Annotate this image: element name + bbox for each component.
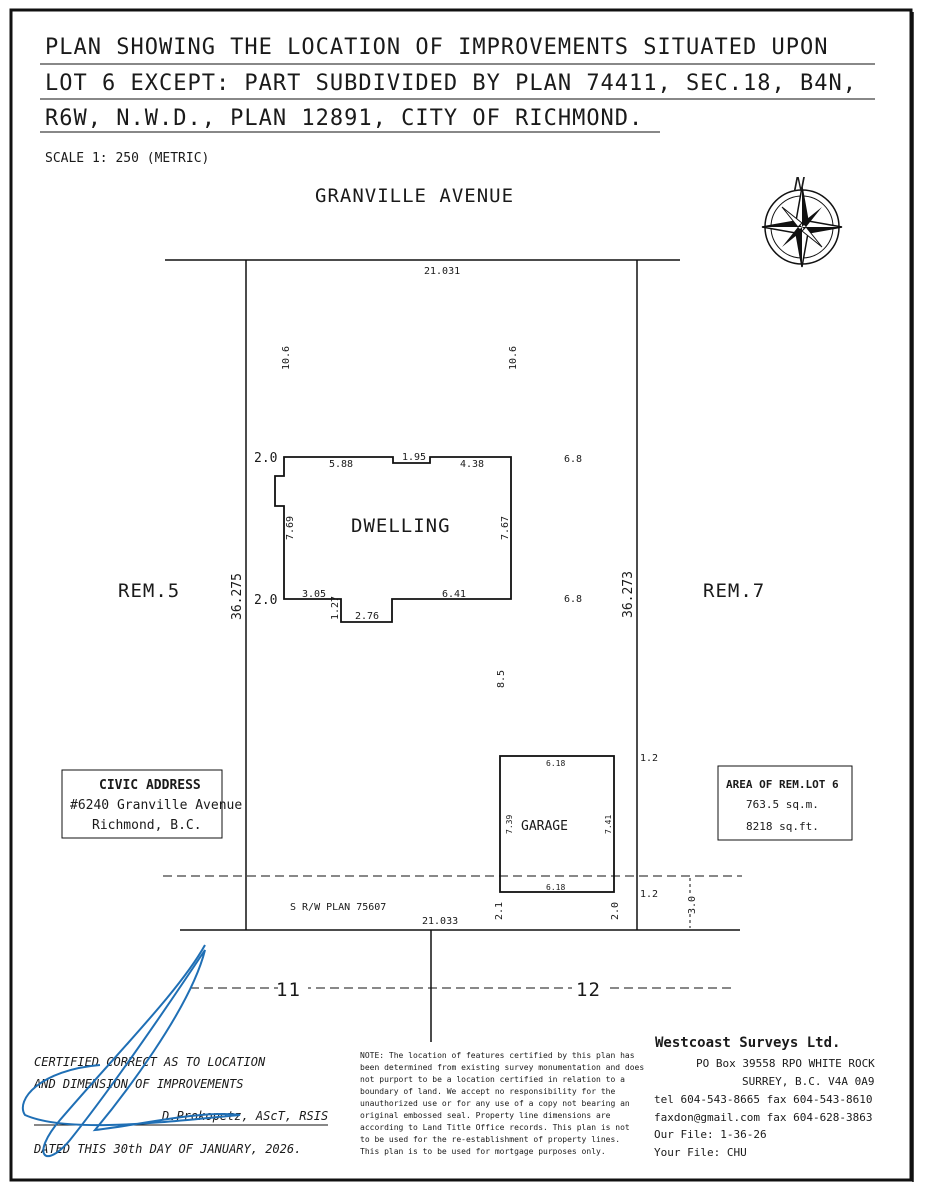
dwelling-dim: 4.38 <box>460 459 485 470</box>
title-line-1: PLAN SHOWING THE LOCATION OF IMPROVEMENTS SITUATED UPON <box>45 35 829 60</box>
dwelling-dim: 1.27 <box>330 595 341 620</box>
garage-dim: 6.18 <box>546 883 566 892</box>
svg-text:NOTE: The location of features: NOTE: The location of features certified by this plan has <box>360 1051 635 1060</box>
area-heading: AREA OF REM.LOT 6 <box>726 778 839 791</box>
disclaimer-note <box>360 1051 644 1156</box>
dim-top: 21.031 <box>424 266 461 277</box>
svg-text:unauthorized use or for any us: unauthorized use or for any use of a copy not bearing an <box>360 1099 630 1108</box>
cert-line2: AND DIMENSION OF IMPROVEMENTS <box>34 1077 244 1091</box>
dwelling-dim: 3.05 <box>302 589 327 600</box>
svg-text:not purport to be a location c: not purport to be a location certified in relation to a <box>360 1075 625 1084</box>
civic-heading: CIVIC ADDRESS <box>99 778 201 793</box>
cert-line1: CERTIFIED CORRECT AS TO LOCATION <box>34 1055 266 1069</box>
dim-setback-right-bottom: 6.8 <box>564 594 583 605</box>
dim-setback-left-top: 2.0 <box>254 451 278 466</box>
scale-label: SCALE 1: 250 (METRIC) <box>45 151 210 166</box>
dwelling-dim: 1.95 <box>402 452 427 463</box>
row-label: S R/W PLAN 75607 <box>290 902 387 913</box>
title-line-2: LOT 6 EXCEPT: PART SUBDIVIDED BY PLAN 74411, SEC.18, B4N, <box>45 71 857 96</box>
dwelling-dim: 6.41 <box>442 589 467 600</box>
dim-left: 36.275 <box>230 573 245 620</box>
lot-11-label: 11 <box>276 979 301 1001</box>
dim-row-width: 3.0 <box>687 895 698 914</box>
dim-right: 36.273 <box>621 571 636 618</box>
company-name: Westcoast Surveys Ltd. <box>655 1035 841 1051</box>
north-arrow-icon <box>762 187 842 267</box>
dim-rear-right: 2.0 <box>610 901 621 920</box>
neighbor-left: REM.5 <box>118 580 181 602</box>
company-address1: PO Box 39558 RPO WHITE ROCK <box>696 1057 875 1070</box>
dim-front-left: 10.6 <box>281 345 292 370</box>
svg-text:to be used for the re-establis: to be used for the re-establishment of property lines. <box>360 1135 621 1144</box>
signer-name: D.Prokopetz, AScT, RSIS <box>162 1109 329 1123</box>
signature <box>23 945 240 1156</box>
dim-rear-gap: 8.5 <box>496 669 507 688</box>
dim-rear-left: 2.1 <box>494 901 505 920</box>
dim-setback-left-bottom: 2.0 <box>254 593 278 608</box>
your-file: Your File: CHU <box>654 1146 747 1159</box>
our-file: Our File: 1-36-26 <box>654 1128 767 1141</box>
garage-dim: 7.41 <box>604 814 613 834</box>
company-email: faxdon@gmail.com fax 604-628-3863 <box>654 1111 873 1124</box>
dwelling-label: DWELLING <box>351 515 451 537</box>
svg-text:This plan is to be used for mo: This plan is to be used for mortgage purposes only. <box>360 1147 606 1156</box>
company-phone: tel 604-543-8665 fax 604-543-8610 <box>654 1093 873 1106</box>
dim-bottom: 21.033 <box>422 916 459 927</box>
dim-front-right: 10.6 <box>508 345 519 370</box>
dwelling-dim: 2.76 <box>355 611 380 622</box>
civic-line2: Richmond, B.C. <box>92 818 202 833</box>
civic-line1: #6240 Granville Avenue <box>70 798 243 813</box>
garage-label: GARAGE <box>521 819 568 834</box>
area-imperial: 8218 sq.ft. <box>746 820 819 833</box>
area-metric: 763.5 sq.m. <box>746 798 819 811</box>
svg-text:according to Land Title Office: according to Land Title Office records. This plan is not <box>360 1123 630 1132</box>
dwelling-dim: 7.69 <box>285 515 296 540</box>
dwelling-dim: 7.67 <box>500 515 511 540</box>
street-name: GRANVILLE AVENUE <box>315 185 515 207</box>
title-line-3: R6W, N.W.D., PLAN 12891, CITY OF RICHMOND. <box>45 106 644 131</box>
company-address2: SURREY, B.C. V4A 0A9 <box>742 1075 875 1088</box>
dim-garage-side: 1.2 <box>640 753 659 764</box>
dated-line: DATED THIS 30th DAY OF JANUARY, 2026. <box>34 1142 302 1156</box>
neighbor-right: REM.7 <box>703 580 766 602</box>
garage-dim: 7.39 <box>505 814 514 834</box>
dim-setback-right-top: 6.8 <box>564 454 583 465</box>
north-label: N <box>794 174 805 195</box>
garage-dim: 6.18 <box>546 759 566 768</box>
lot-12-label: 12 <box>576 979 601 1001</box>
svg-text:boundary of land. We accept n: boundary of land. We accept no responsibility for the <box>360 1087 616 1096</box>
dim-garage-rear: 1.2 <box>640 889 659 900</box>
svg-text:been determined from existing: been determined from existing survey monumentation and does <box>360 1063 645 1072</box>
dwelling-dim: 5.88 <box>329 459 354 470</box>
svg-text:original embossed seal. Prope: original embossed seal. Property line dimensions are <box>360 1111 611 1120</box>
